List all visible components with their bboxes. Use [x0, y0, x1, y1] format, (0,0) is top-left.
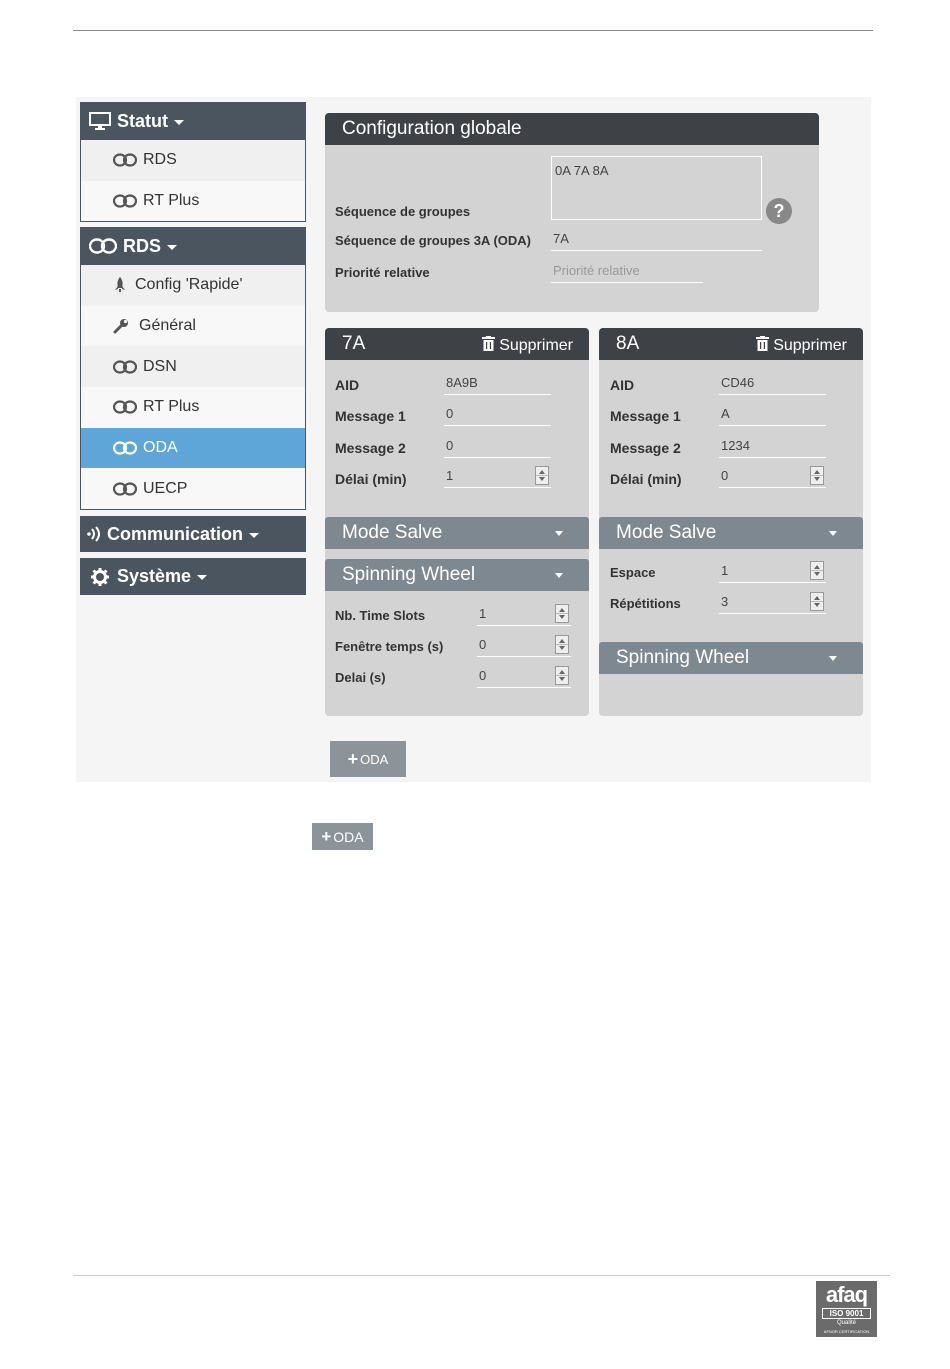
- fenetre-input[interactable]: [477, 635, 571, 657]
- espace-label: Espace: [610, 565, 656, 580]
- fenetre-label: Fenêtre temps (s): [335, 639, 444, 654]
- repetitions-value: 3: [721, 594, 729, 609]
- sidebar-item-dsn[interactable]: [81, 346, 305, 387]
- delai-input[interactable]: [719, 466, 826, 488]
- aid-label: AID: [335, 377, 360, 393]
- sidebar-systeme-label: Système: [117, 566, 192, 586]
- trash-icon: [756, 336, 769, 356]
- rocket-icon: [113, 277, 131, 293]
- rds-icon: [113, 193, 139, 209]
- repetitions-input[interactable]: [719, 592, 826, 614]
- sidebar-item-label: Général: [139, 317, 196, 335]
- mode-salve-header[interactable]: [325, 517, 589, 549]
- rds-icon: [113, 359, 139, 375]
- sidebar-item-label: Config 'Rapide': [135, 276, 243, 294]
- delai-input[interactable]: [444, 466, 551, 488]
- delete-label: Supprimer: [773, 337, 847, 354]
- config-title: Configuration globale: [325, 113, 819, 145]
- stepper-icon[interactable]: [535, 466, 549, 485]
- aid-input[interactable]: CD46: [719, 373, 826, 395]
- add-oda-reference-label: ODA: [333, 828, 364, 845]
- trash-icon: [482, 336, 495, 356]
- plus-icon: +: [321, 826, 332, 846]
- spinning-wheel-header[interactable]: [599, 642, 863, 674]
- spinning-wheel-title: Spinning Wheel: [342, 564, 476, 585]
- espace-input[interactable]: [719, 561, 826, 583]
- sidebar-item-config-rapide[interactable]: [81, 265, 305, 306]
- message2-label: Message 2: [610, 440, 681, 456]
- mode-salve-title: Mode Salve: [616, 522, 717, 543]
- logo-cert: AFNOR CERTIFICATION: [823, 1329, 870, 1334]
- stepper-icon[interactable]: [810, 466, 824, 485]
- sidebar-communication-header[interactable]: [80, 516, 306, 552]
- gear-icon: [88, 567, 112, 587]
- afaq-logo: [816, 1281, 877, 1337]
- message1-input[interactable]: 0: [444, 404, 551, 426]
- delete-button[interactable]: [482, 336, 573, 356]
- sidebar-item-rds-rtplus[interactable]: [81, 387, 305, 428]
- chevron-down-icon: [829, 531, 837, 536]
- sidebar-rds-label: RDS: [123, 235, 162, 256]
- delai-label: Délai (min): [610, 471, 682, 487]
- sidebar-item-statut-rtplus[interactable]: [81, 181, 305, 222]
- espace-value: 1: [721, 563, 729, 578]
- delai-s-value: 0: [479, 668, 487, 683]
- repetitions-label: Répétitions: [610, 596, 681, 611]
- time-slots-label: Nb. Time Slots: [335, 608, 426, 623]
- spinning-wheel-title: Spinning Wheel: [616, 647, 750, 668]
- sidebar-item-oda[interactable]: [81, 428, 305, 469]
- add-oda-label: ODA: [360, 751, 389, 767]
- sidebar-statut-header[interactable]: [80, 102, 306, 140]
- sidebar-item-label: ODA: [143, 439, 178, 457]
- message2-label: Message 2: [335, 440, 406, 456]
- oda-panel-header: [599, 328, 863, 360]
- oda-panel-header: [325, 328, 589, 360]
- caret-down-icon: [174, 120, 184, 125]
- footer-rule: [73, 1275, 890, 1276]
- wrench-icon: [113, 318, 135, 334]
- sidebar-item-uecp[interactable]: [81, 468, 305, 509]
- delete-label: Supprimer: [499, 337, 573, 354]
- time-slots-input[interactable]: [477, 604, 571, 626]
- monitor-icon: [88, 111, 112, 131]
- config-panel: [325, 113, 819, 312]
- sequence-3a-label: Séquence de groupes 3A (ODA): [335, 233, 531, 248]
- logo-quality: Qualité: [836, 1320, 856, 1326]
- sidebar-systeme-header[interactable]: [80, 558, 306, 595]
- message2-input[interactable]: 0: [444, 436, 551, 458]
- app-window: [76, 97, 871, 782]
- mode-salve-title: Mode Salve: [342, 522, 443, 543]
- sidebar-rds-header[interactable]: [80, 227, 306, 265]
- chevron-down-icon: [829, 656, 837, 661]
- add-oda-button-reference[interactable]: [312, 823, 373, 850]
- spinning-wheel-header[interactable]: [325, 559, 589, 591]
- header-rule: [73, 30, 873, 31]
- caret-down-icon: [249, 533, 259, 538]
- chevron-down-icon: [555, 573, 563, 578]
- delete-button[interactable]: [756, 336, 847, 356]
- oda-panel-title: 7A: [342, 333, 366, 354]
- sidebar-item-label: UECP: [143, 479, 188, 497]
- add-oda-button[interactable]: [330, 741, 406, 777]
- rds-icon: [113, 440, 139, 456]
- sidebar-item-general[interactable]: [81, 306, 305, 347]
- delai-label: Délai (min): [335, 471, 407, 487]
- message2-input[interactable]: 1234: [719, 436, 826, 458]
- sidebar-item-label: DSN: [143, 357, 177, 375]
- stepper-icon[interactable]: [555, 604, 569, 623]
- rds-icon: [113, 399, 139, 415]
- sidebar-rds-list: [80, 265, 306, 510]
- logo-iso: ISO 9001: [822, 1308, 871, 1319]
- delai-s-input[interactable]: [477, 666, 571, 688]
- sidebar-item-label: RT Plus: [143, 398, 200, 416]
- stepper-icon[interactable]: [810, 592, 824, 611]
- fenetre-value: 0: [479, 637, 487, 652]
- plus-icon: +: [347, 748, 359, 769]
- caret-down-icon: [167, 245, 177, 250]
- rds-icon: [113, 481, 139, 497]
- priorite-label: Priorité relative: [335, 265, 430, 280]
- oda-panel-7a: [325, 328, 589, 716]
- chevron-down-icon: [555, 531, 563, 536]
- sidebar-item-label: RDS: [143, 151, 177, 169]
- stepper-icon[interactable]: [810, 561, 824, 580]
- delai-value: 0: [721, 468, 729, 483]
- sequence-textarea[interactable]: 0A 7A 8A: [551, 156, 762, 220]
- rds-icon: [113, 152, 139, 168]
- priorite-input[interactable]: Priorité relative: [551, 261, 703, 283]
- sidebar-communication-label: Communication: [107, 523, 244, 544]
- aid-input[interactable]: 8A9B: [444, 373, 551, 395]
- oda-panel-8a: [599, 328, 863, 716]
- sidebar-item-label: RT Plus: [143, 192, 200, 210]
- time-slots-value: 1: [479, 606, 487, 621]
- sequence-label: Séquence de groupes: [335, 204, 471, 219]
- mode-salve-header[interactable]: [599, 517, 863, 549]
- delai-s-label: Delai (s): [335, 670, 386, 685]
- logo-brand: afaq: [825, 1282, 868, 1307]
- help-icon[interactable]: ?: [766, 198, 792, 224]
- signal-icon: [86, 524, 104, 544]
- message1-label: Message 1: [335, 408, 406, 424]
- sequence-3a-input[interactable]: 7A: [551, 229, 762, 251]
- sidebar-statut-list: [80, 140, 306, 222]
- message1-input[interactable]: A: [719, 404, 826, 426]
- rds-icon: [88, 236, 118, 256]
- delai-value: 1: [446, 468, 454, 483]
- message1-label: Message 1: [610, 408, 681, 424]
- aid-label: AID: [610, 377, 635, 393]
- stepper-icon[interactable]: [555, 666, 569, 685]
- oda-panel-title: 8A: [616, 333, 640, 354]
- sidebar-statut-label: Statut: [117, 110, 168, 131]
- caret-down-icon: [197, 575, 207, 580]
- stepper-icon[interactable]: [555, 635, 569, 654]
- sidebar-item-statut-rds[interactable]: [81, 140, 305, 181]
